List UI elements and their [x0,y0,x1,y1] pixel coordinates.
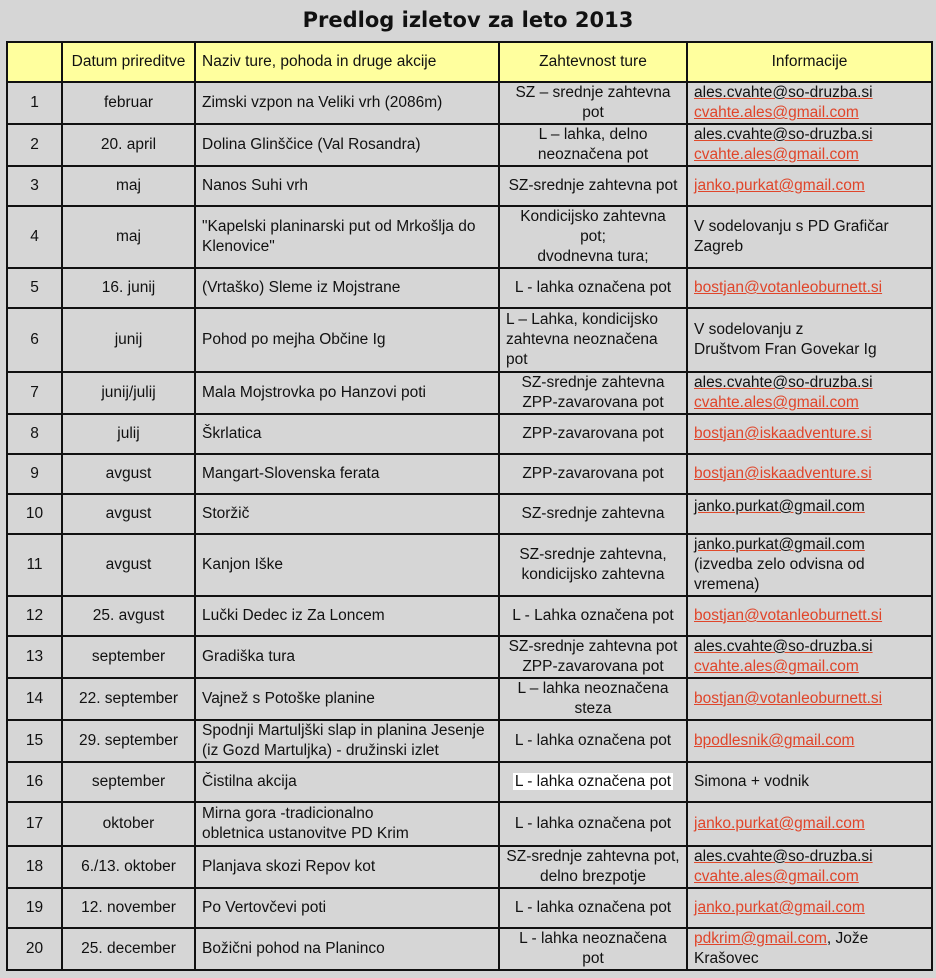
info-text: V sodelovanju z [694,321,804,338]
difficulty-line: pot [506,351,528,368]
event-name-line: Mirna gora -tradicionalno [202,805,374,822]
difficulty [499,928,687,970]
row-number: 10 [7,494,62,534]
row-number: 7 [7,372,62,414]
table-body [7,82,932,970]
event-date: september [62,762,195,802]
info-line [694,340,925,360]
difficulty [499,308,687,372]
event-name-line: Planjava skozi Repov kot [202,858,376,875]
info-line [694,847,925,867]
table-row [7,206,932,268]
table-row [7,636,932,678]
info-cell [687,414,932,454]
difficulty [499,678,687,720]
event-name-line: Kanjon Iške [202,556,283,573]
event-name [195,414,499,454]
row-number: 9 [7,454,62,494]
email-link[interactable]: janko.purkat@gmail.com [694,498,865,515]
email-link[interactable]: janko.purkat@gmail.com [694,536,865,553]
row-number: 11 [7,534,62,596]
trips-table [6,41,933,971]
difficulty [499,720,687,762]
event-date: avgust [62,454,195,494]
email-link[interactable]: cvahte.ales@gmail.com [694,658,859,675]
info-line [694,535,925,555]
row-number: 16 [7,762,62,802]
difficulty-line: zahtevna neoznačena [506,331,658,348]
info-text: Zagreb [694,238,744,255]
info-line [694,814,925,834]
difficulty [499,636,687,678]
info-cell [687,82,932,124]
col-header-info: Informacije [687,42,932,82]
event-name [195,636,499,678]
event-date: 29. september [62,720,195,762]
info-line [694,929,925,949]
row-number: 17 [7,802,62,846]
row-number: 12 [7,596,62,636]
col-header-name: Naziv ture, pohoda in druge akcije [195,42,499,82]
row-number: 18 [7,846,62,888]
difficulty-line: SZ-srednje zahtevna pot [508,638,678,655]
info-cell [687,636,932,678]
info-text: Simona + vodnik [694,773,810,790]
difficulty-line: ZPP-zavarovana pot [522,465,664,482]
event-name [195,82,499,124]
row-number: 4 [7,206,62,268]
table-row [7,720,932,762]
event-name-line: Pohod po mejha Občine Ig [202,331,386,348]
difficulty-line: SZ-srednje zahtevna [521,505,665,522]
difficulty-line: SZ-srednje zahtevna, [519,546,667,563]
event-date: avgust [62,494,195,534]
table-row [7,124,932,166]
difficulty-line: L - lahka označena pot [514,279,672,296]
row-number: 20 [7,928,62,970]
event-name-line: obletnica ustanovitve PD Krim [202,825,409,842]
info-text: , Jože [826,930,869,947]
info-line [694,497,925,517]
event-date: maj [62,166,195,206]
event-name [195,762,499,802]
info-cell [687,596,932,636]
event-name [195,720,499,762]
difficulty [499,596,687,636]
info-cell [687,534,932,596]
row-number: 5 [7,268,62,308]
email-link[interactable]: ales.cvahte@so-druzba.si [694,84,873,101]
email-link[interactable]: janko.purkat@gmail.com [694,815,865,832]
table-row [7,308,932,372]
info-cell [687,802,932,846]
event-name-line: Klenovice" [202,238,275,255]
event-name-line: Škrlatica [202,425,262,442]
table-row [7,534,932,596]
table-row [7,802,932,846]
event-name [195,596,499,636]
info-line [694,217,925,237]
info-line [694,555,925,575]
info-cell [687,846,932,888]
difficulty-line: pot [582,950,604,967]
event-name-line: Lučki Dedec iz Za Loncem [202,607,385,624]
row-number: 13 [7,636,62,678]
event-date: februar [62,82,195,124]
info-text: V sodelovanju s PD Grafičar [694,218,889,235]
event-name [195,802,499,846]
difficulty [499,268,687,308]
email-link[interactable]: ales.cvahte@so-druzba.si [694,126,873,143]
difficulty-line: L - lahka označena pot [514,815,672,832]
info-line [694,949,925,969]
difficulty-line: SZ-srednje zahtevna pot [508,177,678,194]
difficulty-line: L – Lahka, kondicijsko [506,311,658,328]
event-name-line: Božični pohod na Planinco [202,940,385,957]
info-cell [687,888,932,928]
table-header-row [7,42,932,82]
event-date: 25. avgust [62,596,195,636]
info-line [694,393,925,413]
info-line [694,176,925,196]
event-name-line: Nanos Suhi vrh [202,177,308,194]
info-cell [687,166,932,206]
difficulty [499,206,687,268]
difficulty [499,414,687,454]
event-name [195,678,499,720]
email-link[interactable]: cvahte.ales@gmail.com [694,104,859,121]
difficulty-line: ZPP-zavarovana pot [522,425,664,442]
event-name [195,454,499,494]
table-row [7,678,932,720]
info-line [694,731,925,751]
difficulty-line: L - lahka neoznačena [519,930,667,947]
difficulty-line: pot [582,104,604,121]
row-number: 1 [7,82,62,124]
difficulty-line: ZPP-zavarovana pot [522,394,664,411]
table-row [7,762,932,802]
info-cell [687,928,932,970]
col-header-number [7,42,62,82]
info-cell [687,124,932,166]
difficulty [499,846,687,888]
difficulty-line: SZ-srednje zahtevna [521,374,665,391]
info-cell [687,678,932,720]
info-line [694,320,925,340]
info-line [694,772,925,792]
event-name-line: Mangart-Slovenska ferata [202,465,380,482]
difficulty [499,762,687,802]
info-line [694,278,925,298]
info-line [694,424,925,444]
row-number: 3 [7,166,62,206]
event-name-line: "Kapelski planinarski put od Mrkošlja do [202,218,476,235]
event-name-line: Storžič [202,505,250,522]
info-cell [687,720,932,762]
event-name-line: Gradiška tura [202,648,296,665]
info-line [694,867,925,887]
email-link[interactable]: bostjan@votanleoburnett.si [694,279,883,296]
difficulty-line: ZPP-zavarovana pot [522,658,664,675]
table-row [7,268,932,308]
difficulty-line: L – lahka, delno [538,126,648,143]
email-link[interactable]: bpodlesnik@gmail.com [694,732,855,749]
info-cell [687,762,932,802]
difficulty [499,888,687,928]
event-name [195,308,499,372]
difficulty-line: L - lahka označena pot [514,732,672,749]
email-link[interactable]: cvahte.ales@gmail.com [694,868,859,885]
table-row [7,888,932,928]
info-text: (izvedba zelo odvisna od [694,556,865,573]
info-line [694,237,925,257]
difficulty [499,82,687,124]
info-text: Društvom Fran Govekar Ig [694,341,877,358]
info-line [694,637,925,657]
col-header-date: Datum prireditve [62,42,195,82]
info-line [694,145,925,165]
info-line [694,657,925,677]
difficulty-line: pot; [580,228,606,245]
difficulty-line: L - lahka označena pot [514,899,672,916]
event-date: 16. junij [62,268,195,308]
email-link[interactable]: bostjan@iskaadventure.si [694,465,872,482]
event-date: 6./13. oktober [62,846,195,888]
event-name-line: Zimski vzpon na Veliki vrh (2086m) [202,94,443,111]
email-link[interactable]: bostjan@votanleoburnett.si [694,690,883,707]
difficulty-line: neoznačena pot [537,146,649,163]
difficulty-line: steza [574,700,612,717]
difficulty-line: L – lahka neoznačena [517,680,669,697]
event-name-line: Po Vertovčevi poti [202,899,327,916]
difficulty [499,124,687,166]
page-title: Predlog izletov za leto 2013 [302,8,634,32]
info-line [694,898,925,918]
difficulty-line [506,772,680,792]
event-name-line: Dolina Glinščice (Val Rosandra) [202,136,421,153]
difficulty-line: SZ – srednje zahtevna [515,84,671,101]
difficulty [499,802,687,846]
event-name [195,268,499,308]
difficulty-line: Kondicijsko zahtevna [520,208,666,225]
info-cell [687,494,932,534]
info-line [694,83,925,103]
difficulty [499,454,687,494]
event-date: 12. november [62,888,195,928]
event-date: september [62,636,195,678]
difficulty-line: delno brezpotje [540,868,646,885]
event-name-line: Spodnji Martuljški slap in planina Jesenje [202,722,485,739]
row-number: 15 [7,720,62,762]
event-date: oktober [62,802,195,846]
event-name [195,888,499,928]
event-name [195,166,499,206]
email-link[interactable]: bostjan@votanleoburnett.si [694,607,883,624]
event-date: junij [62,308,195,372]
table-row [7,372,932,414]
info-line [694,373,925,393]
table-row [7,494,932,534]
info-cell [687,268,932,308]
table-row [7,166,932,206]
info-cell [687,206,932,268]
email-link[interactable]: cvahte.ales@gmail.com [694,394,859,411]
event-name [195,124,499,166]
difficulty [499,372,687,414]
email-link[interactable]: janko.purkat@gmail.com [694,899,865,916]
info-line [694,464,925,484]
info-line [694,103,925,123]
event-name-line: (iz Gozd Martuljka) - družinski izlet [202,742,439,759]
event-name [195,534,499,596]
col-header-difficulty: Zahtevnost ture [499,42,687,82]
info-text: vremena) [694,576,760,593]
event-name [195,494,499,534]
event-name-line: Čistilna akcija [202,773,297,790]
difficulty [499,494,687,534]
email-link[interactable]: ales.cvahte@so-druzba.si [694,374,873,391]
email-link[interactable]: bostjan@iskaadventure.si [694,425,872,442]
info-line [694,689,925,709]
table-row [7,414,932,454]
table-row [7,454,932,494]
event-name-line: Mala Mojstrovka po Hanzovi poti [202,384,426,401]
difficulty [499,534,687,596]
difficulty-line: SZ-srednje zahtevna pot, [506,848,680,865]
event-name [195,372,499,414]
email-link[interactable]: ales.cvahte@so-druzba.si [694,638,873,655]
difficulty-line: L - Lahka označena pot [512,607,674,624]
event-date: avgust [62,534,195,596]
email-link[interactable]: pdkrim@gmail.com [694,930,827,947]
event-date: junij/julij [62,372,195,414]
event-date: 22. september [62,678,195,720]
info-line [694,606,925,626]
row-number: 2 [7,124,62,166]
info-cell [687,372,932,414]
email-link[interactable]: janko.purkat@gmail.com [694,177,865,194]
event-name [195,846,499,888]
difficulty [499,166,687,206]
event-date: julij [62,414,195,454]
info-text: Krašovec [694,950,759,967]
info-cell [687,454,932,494]
event-name-line: (Vrtaško) Sleme iz Mojstrane [202,279,401,296]
row-number: 14 [7,678,62,720]
table-row [7,596,932,636]
event-name [195,928,499,970]
table-row [7,82,932,124]
table-row [7,928,932,970]
email-link[interactable]: ales.cvahte@so-druzba.si [694,848,873,865]
event-date: maj [62,206,195,268]
info-line [694,125,925,145]
event-name [195,206,499,268]
difficulty-line: dvodnevna tura; [537,248,649,265]
info-line [694,575,925,595]
row-number: 8 [7,414,62,454]
difficulty-highlight: L - lahka označena pot [514,773,672,790]
info-cell [687,308,932,372]
table-row [7,846,932,888]
event-name-line: Vajnež s Potoške planine [202,690,375,707]
event-date: 25. december [62,928,195,970]
row-number: 19 [7,888,62,928]
event-date: 20. april [62,124,195,166]
difficulty-line: kondicijsko zahtevna [521,566,665,583]
row-number: 6 [7,308,62,372]
email-link[interactable]: cvahte.ales@gmail.com [694,146,859,163]
